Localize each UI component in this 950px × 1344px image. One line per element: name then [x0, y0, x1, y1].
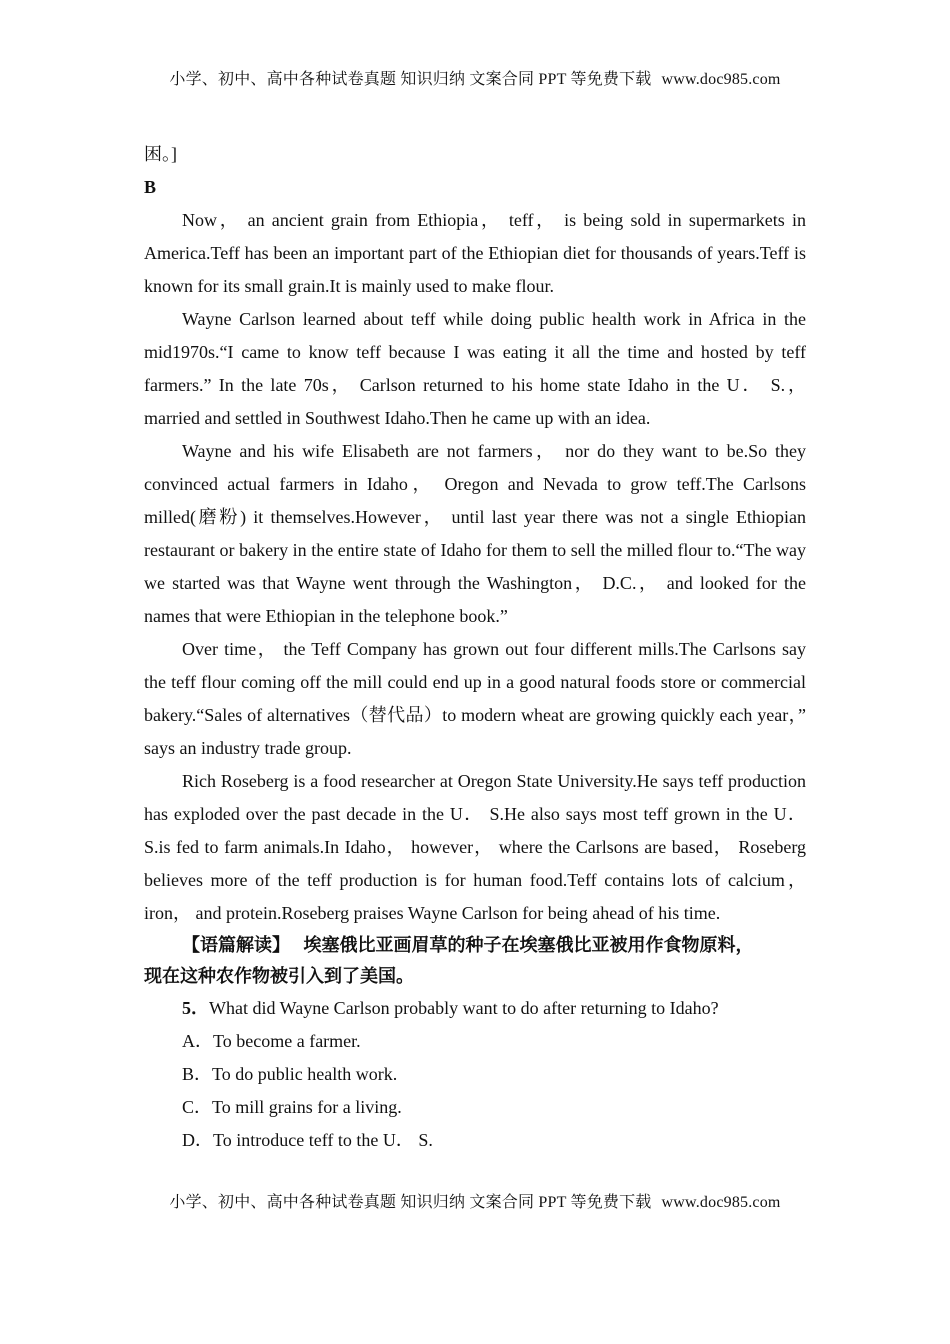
analysis-line-2: 现在这种农作物被引入到了美国。 [144, 966, 414, 986]
option-a [144, 1025, 806, 1058]
footer-site: www.doc985.com [661, 1194, 781, 1211]
option-letter: B． [182, 1064, 213, 1084]
option-text: To do public health work. [212, 1064, 398, 1084]
option-c [144, 1091, 806, 1124]
question-text: What did Wayne Carlson probably want to do after returning to Idaho? [209, 998, 719, 1018]
analysis-text-1: 埃塞俄比亚画眉草的种子在埃塞俄比亚被用作食物原料， [303, 935, 754, 955]
footer-text: 小学、初中、高中各种试卷真题 知识归纳 文案合同 PPT 等免费下载 [169, 1194, 652, 1211]
question-number: 5． [182, 998, 209, 1018]
analysis-label: 【语篇解读】 [182, 935, 290, 955]
option-text: To introduce teff to the U． S. [213, 1130, 433, 1150]
question-5 [144, 992, 806, 1025]
option-letter: C． [182, 1097, 213, 1117]
option-letter: D． [182, 1130, 213, 1150]
option-d [144, 1124, 806, 1157]
option-text: To become a farmer. [213, 1031, 361, 1051]
option-b [144, 1058, 806, 1091]
paragraph-3: Wayne and his wife Elisabeth are not farmers， nor do they want to be.So they convinced actual farmers in Idaho， Oregon and Nevada to grow teff.The Carlsons milled(磨粉) it themselves.However， until last year there was not a single Ethiopian restaurant or bakery in the entire state of Idaho for them to sell the milled flour to.“The way we started was that Wayne went through the Washington， D.C.， and looked for the names that were Ethiopian in the telephone book.” [144, 441, 806, 626]
header-site: www.doc985.com [661, 71, 781, 88]
analysis-line-1 [144, 930, 806, 961]
option-letter: A． [182, 1031, 213, 1051]
previous-answer-tail: 困。] [144, 144, 177, 164]
option-text: To mill grains for a living. [212, 1097, 402, 1117]
document-body [144, 138, 806, 1157]
paragraph-4: Over time， the Teff Company has grown out four different mills.The Carlsons say the teff flour coming off the mill could end up in a good natural foods store or commercial bakery.“Sales of alternatives（替代品）to modern wheat are growing quickly each year，” says an industry trade group. [144, 639, 806, 758]
paragraph-2: Wayne Carlson learned about teff while doing public health work in Africa in the mid1970s.“I came to know teff because I was eating it all the time and hosted by teff farmers.” In the late 70s， Carlson returned to his home state Idaho in the U． S.， married and settled in Southwest Idaho.Then he came up with an idea. [144, 309, 806, 428]
page-footer [0, 1189, 950, 1212]
page-header [0, 66, 950, 89]
paragraph-1: Now， an ancient grain from Ethiopia， teff， is being sold in supermarkets in America.Teff has been an important part of the Ethiopian diet for thousands of years.Teff is known for its small grain.It is mainly used to make flour. [144, 210, 806, 296]
header-text: 小学、初中、高中各种试卷真题 知识归纳 文案合同 PPT 等免费下载 [169, 71, 652, 88]
section-title: B [144, 177, 157, 197]
paragraph-5: Rich Roseberg is a food researcher at Oregon State University.He says teff production has exploded over the past decade in the U． S.He also says most teff grown in the U． S.is fed to farm animals.In Idaho， however， where the Carlsons are based， Roseberg believes more of the teff production is for human food.Teff contains lots of calcium， iron， and protein.Roseberg praises Wayne Carlson for being ahead of his time. [144, 771, 806, 923]
